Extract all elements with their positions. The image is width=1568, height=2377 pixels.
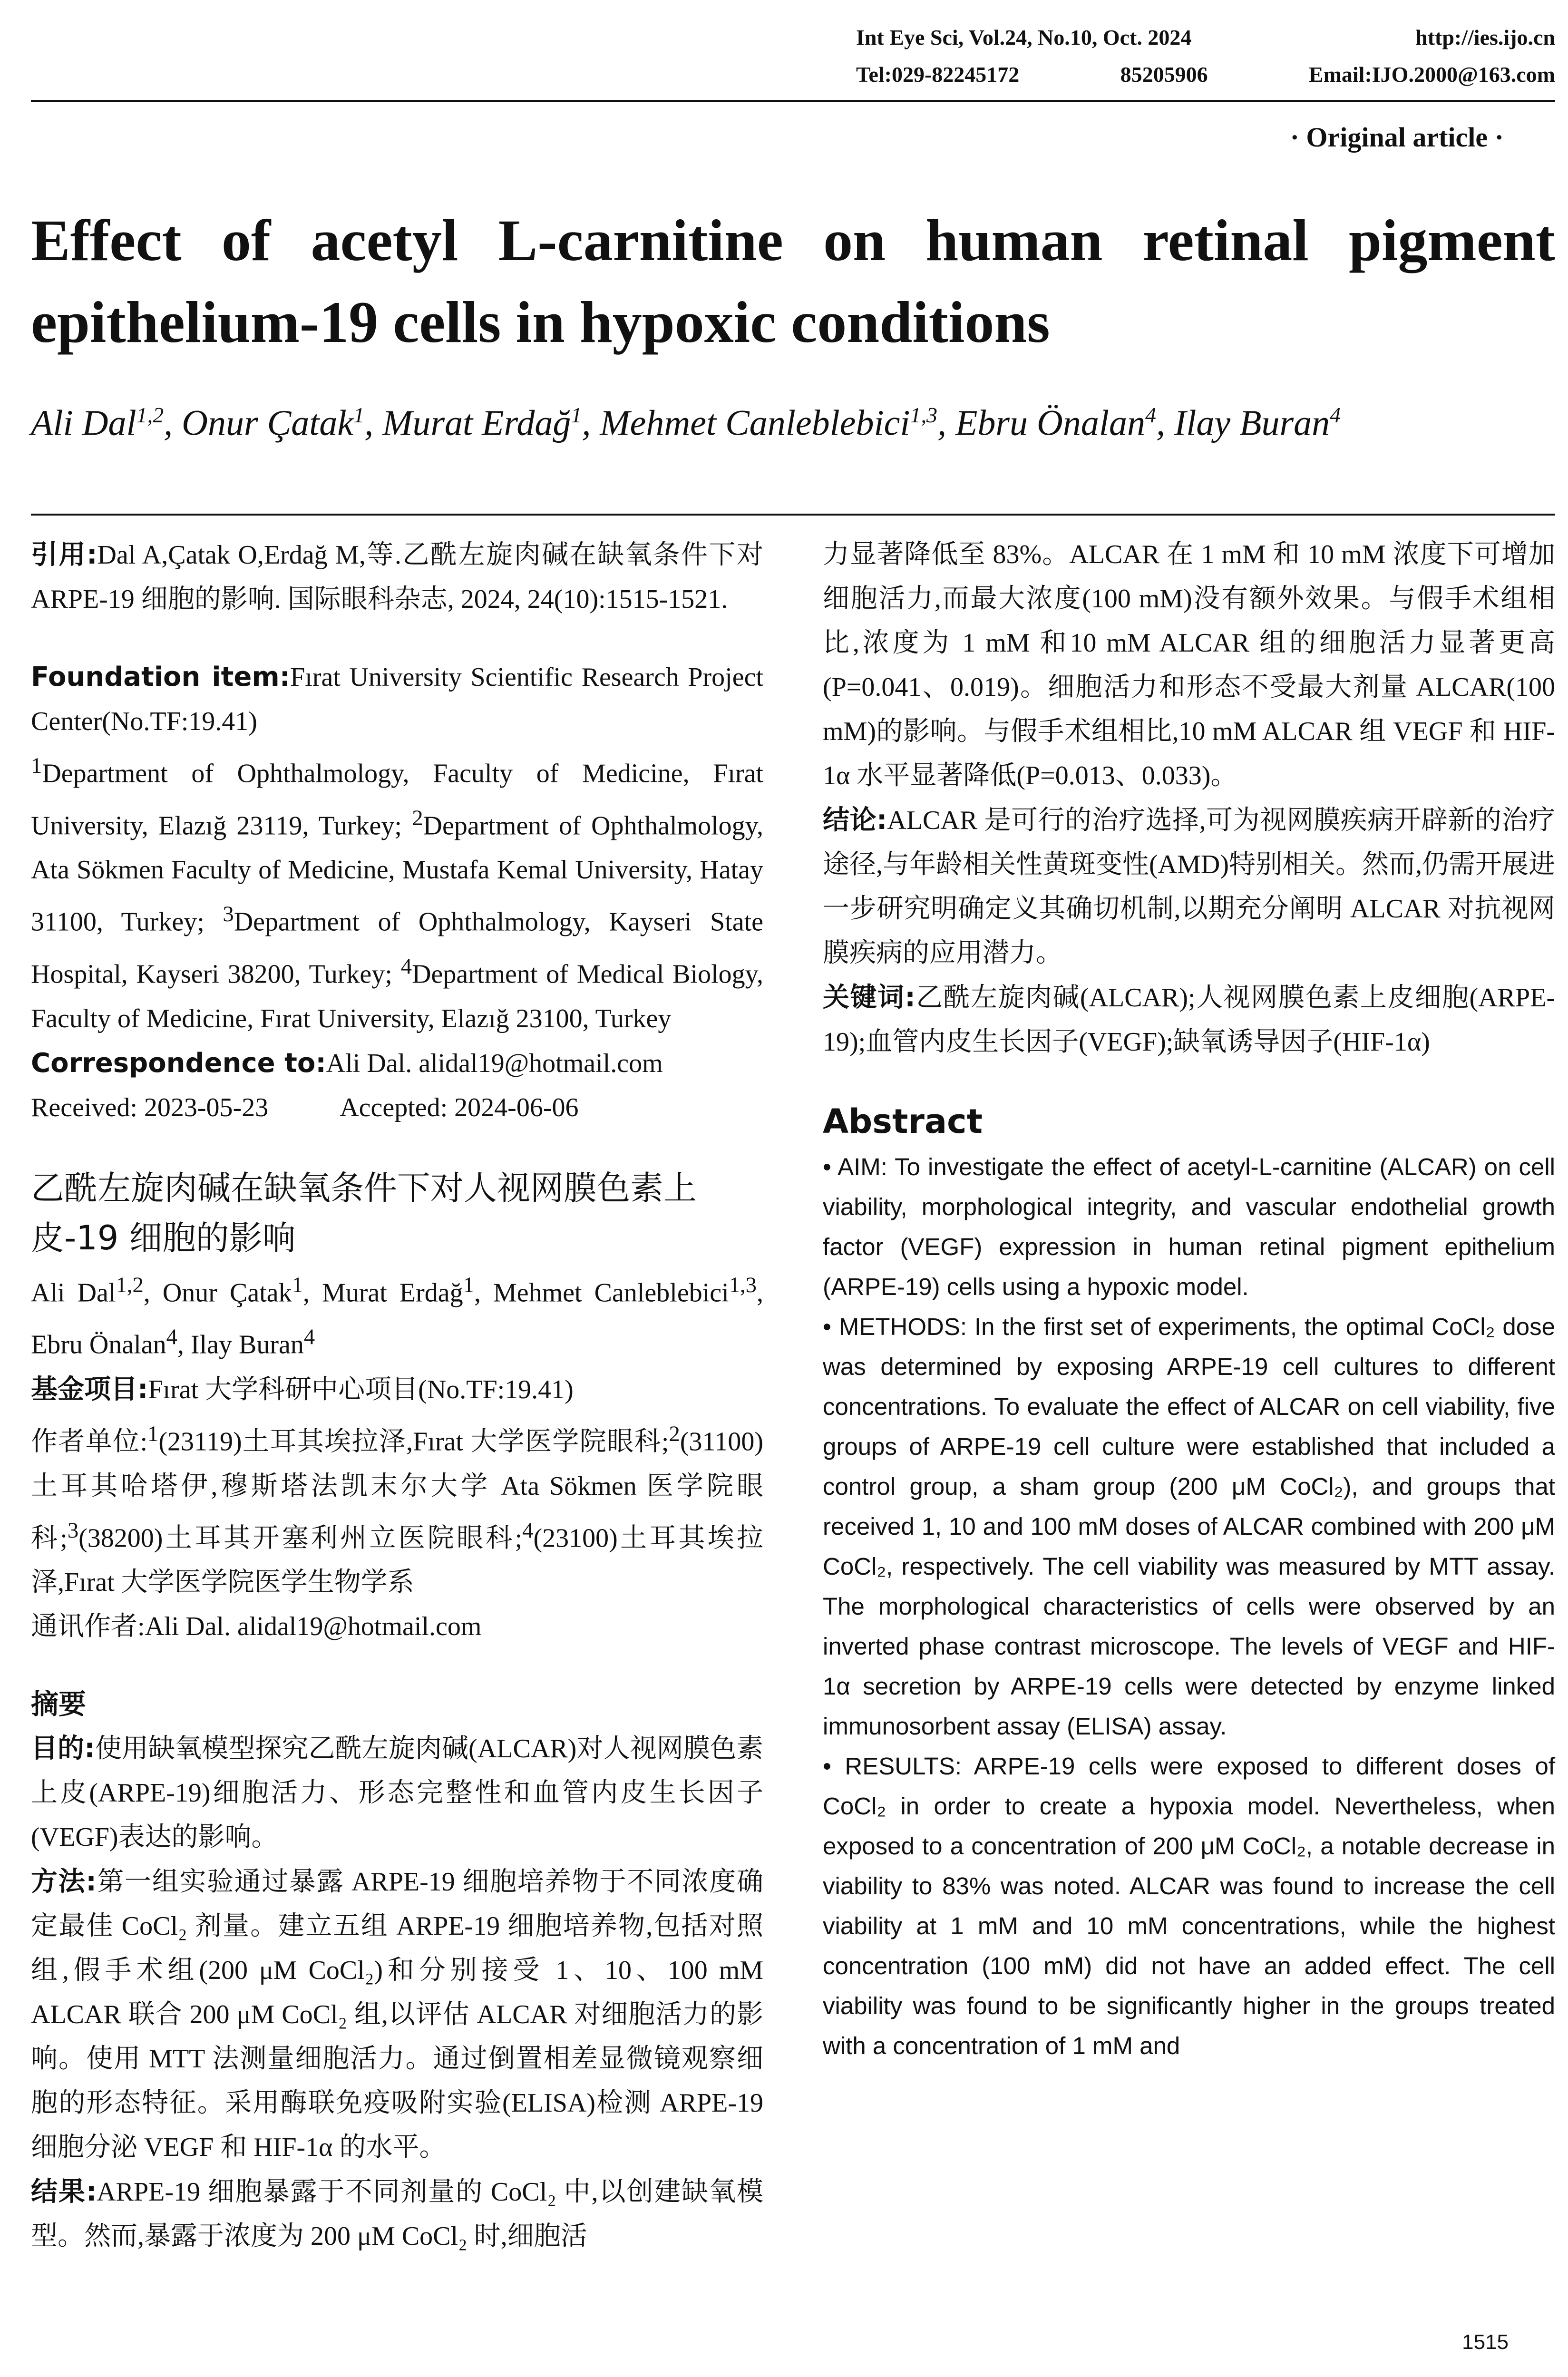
dates-row	[31, 1086, 763, 1130]
right-column	[823, 533, 1555, 2066]
author-name: Ebru Önalan	[955, 403, 1145, 443]
author-name: Murat Erdağ	[321, 1278, 463, 1308]
author-affiliation: 1	[571, 403, 582, 427]
chinese-keywords	[823, 975, 1555, 1064]
chinese-contact	[31, 1605, 763, 1649]
abstract-results-label: • RESULTS:	[823, 1753, 962, 1780]
author-affiliation: 1	[353, 403, 365, 427]
unit-number: 4	[522, 1518, 534, 1543]
author-affiliation: 4	[1145, 403, 1156, 427]
abstract-heading: Abstract	[823, 1102, 983, 1141]
author-name: Ebru Önalan	[31, 1330, 166, 1360]
chinese-foundation-label: 基金项目:	[31, 1374, 148, 1405]
affiliation-text: Department of Ophthalmology, Ata Sökmen Faculty of Medicine, Mustafa Kemal University, Hatay 31100, Turkey;	[31, 811, 763, 937]
author-affiliation: 1,2	[116, 1272, 144, 1297]
abstract-results-text: ARPE-19 cells were exposed to different doses of CoCl₂ in order to create a hypoxia model. Nevertheless, when exposed to a concentration of 200 μM CoCl₂, a notable decrease in viability to 83% was noted. ALCAR was found to increase the cell viability at 1 mM and 10 mM concentrations, while the highest concentration (100 mM) did not have an added effect. The cell viability was found to be significantly higher in the groups treated with a concentration of 1 mM and	[823, 1753, 1556, 2059]
citation-label: 引用:	[31, 539, 97, 570]
correspondence	[31, 1041, 763, 1086]
journal-email: Email:IJO.2000@163.com	[1308, 62, 1555, 87]
foundation-text: Fırat University Scientific Research Project Center(No.TF:19.41)	[31, 662, 763, 736]
left-column	[31, 533, 763, 2259]
chinese-author-units	[31, 1412, 763, 1605]
unit-number: 2	[669, 1421, 680, 1446]
journal-tel-2: 85205906	[1120, 62, 1208, 87]
conclusion-label: 结论:	[823, 805, 887, 836]
affiliation-number: 3	[223, 902, 234, 927]
results-label: 结果:	[31, 2176, 97, 2208]
abstract-methods-label: • METHODS:	[823, 1313, 967, 1340]
correspondence-text: Ali Dal. alidal19@hotmail.com	[326, 1048, 663, 1078]
chinese-author-list: Ali Dal$^{1,2}$, Onur Çatak$^1$, Murat Erdağ$^1$, Mehmet Canleblebici$^{1,3}$, Ebru Önalan$^4$, Ilay Buran$^4$	[31, 1272, 763, 1360]
unit-text: (23100)土耳其埃拉泽,Fırat 大学医学院医学生物学系	[31, 1523, 764, 1598]
author-affiliation: 1,3	[910, 403, 937, 427]
unit-text: (38200)土耳其开塞利州立医院眼科;	[78, 1523, 523, 1553]
article-type: · Original article ·	[1290, 122, 1504, 153]
methods-label: 方法:	[31, 1866, 97, 1898]
affiliations	[31, 744, 763, 1041]
abstract-aim-text: To investigate the effect of acetyl-L-carnitine (ALCAR) on cell viability, morphological integrity, and vascular endothelial growth factor (VEGF) expression in human retinal pigment epithelium (ARPE-19) cells using a hypoxic model.	[823, 1153, 1556, 1300]
affiliation-text: Department of Ophthalmology, Faculty of Medicine, Fırat University, Elazığ 23119, Turkey;	[31, 759, 763, 841]
header-line-1	[856, 25, 1555, 50]
aim-label: 目的:	[31, 1733, 95, 1764]
authors-rule	[31, 514, 1555, 516]
citation-text: Dal A,Çatak O,Erdağ M,等.乙酰左旋肉碱在缺氧条件下对 ARPE-19 细胞的影响. 国际眼科杂志, 2024, 24(10):1515-1521.	[31, 540, 763, 614]
methods-text: 第一组实验通过暴露 ARPE-19 细胞培养物于不同浓度确定最佳 CoCl₂ 剂量。建立五组 ARPE-19 细胞培养物,包括对照组,假手术组(200 μM CoCl₂)和分别接受 1、10、100 mM ALCAR 联合 200 μM CoCl₂ 组,以评估 ALCAR 对细胞活力的影响。使用 MTT 法测量细胞活力。通过倒置相差显微镜观察细胞的形态特征。采用酶联免疫吸附实验(ELISA)检测 ARPE-19 细胞分泌 VEGF 和 HIF-1α 的水平。	[31, 1867, 764, 2163]
affiliation-number: 2	[412, 805, 423, 830]
chinese-methods	[31, 1860, 763, 2170]
chinese-units-label: 作者单位:	[31, 1427, 148, 1457]
author-affiliation: 1,3	[729, 1272, 757, 1297]
chinese-results-continued: 力显著降低至 83%。ALCAR 在 1 mM 和 10 mM 浓度下可增加细胞活力,而最大浓度(100 mM)没有额外效果。与假手术组相比,浓度为 1 mM 和10 mM ALCAR 组的细胞活力显著更高(P=0.041、0.019)。细胞活力和形态不受最大剂量 ALCAR(100 mM)的影响。与假手术组相比,10 mM ALCAR 组 VEGF 和 HIF-1α 水平显著降低(P=0.013、0.033)。	[823, 540, 1555, 790]
chinese-aim	[31, 1726, 763, 1860]
journal-tel: Tel:029-82245172	[856, 62, 1020, 87]
author-list: Ali Dal$^{1,2}$, Onur Çatak$^1$, Murat Erdağ$^1$, Mehmet Canleblebici$^{1,3}$, Ebru Önalan$^4$, Ilay Buran$^4$	[31, 403, 1341, 443]
conclusion-text: ALCAR 是可行的治疗选择,可为视网膜疾病开辟新的治疗途径,与年龄相关性黄斑变性(AMD)特别相关。然而,仍需开展进一步研究明确定义其确切机制,以期充分阐明 ALCAR 对抗视网膜疾病的应用潜力。	[823, 806, 1555, 968]
header-rule	[31, 100, 1555, 102]
author-name: Onur Çatak	[182, 403, 354, 443]
abstract-results	[823, 1746, 1555, 2066]
author-name: Ilay Buran	[190, 1330, 304, 1360]
author-name: Ali Dal	[31, 1278, 116, 1308]
chinese-foundation	[31, 1367, 763, 1412]
affiliation-text: Department of Medical Biology, Faculty of Medicine, Fırat University, Elazığ 23100, Turkey	[31, 959, 764, 1033]
unit-number: 1	[147, 1421, 159, 1446]
chinese-contact-text: Ali Dal. alidal19@hotmail.com	[145, 1612, 482, 1642]
unit-number: 3	[67, 1518, 79, 1543]
author-affiliation: 4	[1330, 403, 1341, 427]
chinese-abstract-heading: 摘要	[31, 1688, 87, 1721]
keywords-text: 乙酰左旋肉碱(ALCAR);人视网膜色素上皮细胞(ARPE-19);血管内皮生长因子(VEGF);缺氧诱导因子(HIF-1α)	[823, 983, 1555, 1057]
received-date: Received: 2023-05-23	[31, 1092, 269, 1122]
header-line-2	[856, 62, 1555, 87]
author-affiliation: 4	[303, 1325, 315, 1350]
chinese-foundation-text: Fırat 大学科研中心项目(No.TF:19.41)	[148, 1374, 574, 1404]
keywords-label: 关键词:	[823, 982, 915, 1013]
author-name: Mehmet Canleblebici	[493, 1278, 729, 1308]
author-name: Onur Çatak	[162, 1278, 292, 1308]
results-text: ARPE-19 细胞暴露于不同剂量的 CoCl₂ 中,以创建缺氧模型。然而,暴露于浓度为 200 μM CoCl₂ 时,细胞活	[31, 2177, 763, 2251]
author-name: Mehmet Canleblebici	[600, 403, 910, 443]
page-number: 1515	[1462, 2330, 1509, 2354]
author-affiliation: 1	[463, 1272, 474, 1297]
unit-text: (23119)土耳其埃拉泽,Fırat 大学医学院眼科;	[158, 1427, 669, 1457]
author-affiliation: 1	[292, 1272, 303, 1297]
correspondence-label: Correspondence to:	[31, 1047, 326, 1079]
chinese-results	[31, 2170, 763, 2259]
accepted-date: Accepted: 2024-06-06	[340, 1092, 579, 1122]
author-name: Murat Erdağ	[382, 403, 571, 443]
abstract-aim-label: • AIM:	[823, 1153, 887, 1180]
foundation-label: Foundation item:	[31, 662, 291, 692]
citation	[31, 533, 763, 622]
author-name: Ali Dal	[31, 403, 136, 443]
affiliation-text: Department of Ophthalmology, Kayseri State Hospital, Kayseri 38200, Turkey;	[31, 907, 764, 989]
author-affiliation: 4	[166, 1325, 177, 1350]
journal-info: Int Eye Sci, Vol.24, No.10, Oct. 2024	[856, 25, 1192, 49]
author-name: Ilay Buran	[1174, 403, 1330, 443]
foundation-item	[31, 655, 763, 744]
chinese-title: 乙酰左旋肉碱在缺氧条件下对人视网膜色素上皮-19 细胞的影响	[31, 1168, 697, 1257]
chinese-contact-label: 通讯作者:	[31, 1612, 145, 1642]
abstract-aim	[823, 1147, 1555, 1307]
abstract-methods-text: In the first set of experiments, the optimal CoCl₂ dose was determined by exposing ARPE-19 cell cultures to different concentrations. To evaluate the effect of ALCAR on cell viability, five groups of ARPE-19 cell culture were established that included a control group, a sham group (200 μM CoCl₂), and groups that received 1, 10 and 100 mM doses of ALCAR combined with 200 μM CoCl₂, respectively. The cell viability was measured by MTT assay. The morphological characteristics of cells were observed by an inverted phase contrast microscope. The levels of VEGF and HIF-1α secretion by ARPE-19 cells were detected by enzyme linked immunosorbent assay (ELISA) assay.	[823, 1313, 1555, 1740]
chinese-conclusion	[823, 798, 1555, 975]
affiliation-number: 1	[31, 753, 42, 778]
aim-text: 使用缺氧模型探究乙酰左旋肉碱(ALCAR)对人视网膜色素上皮(ARPE-19)细胞活力、形态完整性和血管内皮生长因子(VEGF)表达的影响。	[31, 1734, 763, 1852]
affiliation-number: 4	[400, 954, 412, 979]
abstract-methods	[823, 1307, 1555, 1746]
journal-website: http://ies.ijo.cn	[1415, 25, 1555, 49]
author-affiliation: 1,2	[136, 403, 164, 427]
unit-text: (31100)土耳其哈塔伊,穆斯塔法凯末尔大学 Ata Sökmen 医学院眼科;	[31, 1427, 764, 1553]
article-title: Effect of acetyl L-carnitine on human retinal pigment epithelium-19 cells in hypoxic conditions	[31, 208, 1555, 355]
